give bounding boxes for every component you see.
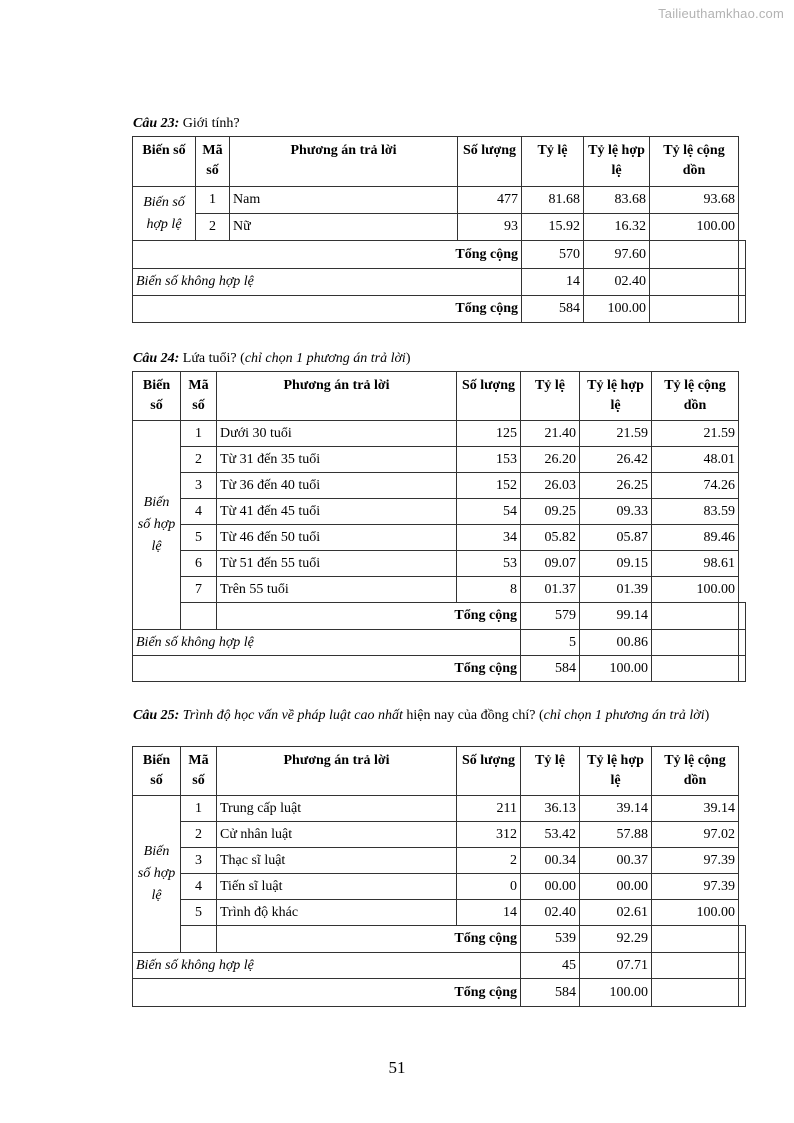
row-count: 14 (457, 900, 521, 926)
row-pct: 26.20 (521, 447, 580, 473)
row-code: 5 (181, 900, 217, 926)
question-24-note: chỉ chọn 1 phương án trả lời (244, 351, 406, 366)
total-count: 584 (522, 296, 584, 323)
subtotal-label: Tổng cộng (133, 241, 522, 269)
row-code: 2 (181, 822, 217, 848)
header-so-luong: Số lượng (457, 372, 521, 421)
row-cum-pct: 74.26 (652, 473, 739, 499)
row-count: 312 (457, 822, 521, 848)
row-count: 477 (458, 187, 522, 214)
row-option: Nam (230, 187, 458, 214)
row-code: 5 (181, 525, 217, 551)
row-option: Từ 31 đến 35 tuổi (217, 447, 457, 473)
empty-cell (739, 953, 746, 979)
row-count: 211 (457, 796, 521, 822)
row-cum-pct: 21.59 (652, 421, 739, 447)
empty-cell (739, 269, 746, 296)
table-header-row (133, 137, 746, 187)
valid-group-label: Biến số hợp lệ (133, 796, 181, 953)
total-label: Tổng cộng (133, 296, 522, 323)
question-24-text-end: ) (405, 351, 411, 366)
row-pct: 02.40 (521, 900, 580, 926)
subtotal-pct: 99.14 (580, 603, 652, 630)
row-cum-pct: 97.39 (652, 848, 739, 874)
table-q25 (132, 746, 746, 1007)
table-row (133, 848, 746, 874)
row-option: Dưới 30 tuổi (217, 421, 457, 447)
row-cum-pct: 100.00 (652, 900, 739, 926)
question-23-text: Giới tính? (179, 116, 240, 131)
invalid-row (133, 953, 746, 979)
table-row (133, 525, 746, 551)
row-option: Từ 51 đến 55 tuổi (217, 551, 457, 577)
empty-cell (652, 979, 739, 1007)
row-count: 0 (457, 874, 521, 900)
header-ty-le-cong-don: Tỷ lệ cộng dồn (652, 372, 739, 421)
header-ty-le-hop-le: Tỷ lệ hợp lệ (580, 372, 652, 421)
row-count: 93 (458, 214, 522, 241)
row-code: 1 (181, 796, 217, 822)
row-code: 7 (181, 577, 217, 603)
empty-cell (739, 630, 746, 656)
invalid-label: Biến số không hợp lệ (133, 953, 521, 979)
question-24-label: Câu 24: (133, 351, 180, 366)
row-pct: 81.68 (522, 187, 584, 214)
table-row (133, 822, 746, 848)
invalid-pct: 07.71 (580, 953, 652, 979)
table-row (133, 577, 746, 603)
question-25-note: chỉ chọn 1 phương án trả lời (543, 708, 705, 723)
subtotal-count: 570 (522, 241, 584, 269)
header-ty-le: Tỷ lệ (521, 747, 580, 796)
table-row (133, 551, 746, 577)
question-25-text-end: ) (704, 708, 710, 723)
row-pct: 05.82 (521, 525, 580, 551)
total-pct: 100.00 (584, 296, 650, 323)
row-valid-pct: 05.87 (580, 525, 652, 551)
row-count: 125 (457, 421, 521, 447)
row-cum-pct: 97.02 (652, 822, 739, 848)
total-row (133, 296, 746, 323)
question-23-label: Câu 23: (133, 116, 180, 131)
subtotal-row (133, 926, 746, 953)
subtotal-pct: 92.29 (580, 926, 652, 953)
total-row (133, 979, 746, 1007)
row-count: 53 (457, 551, 521, 577)
row-code: 4 (181, 499, 217, 525)
header-so-luong: Số lượng (457, 747, 521, 796)
table-row (133, 187, 746, 214)
total-count: 584 (521, 979, 580, 1007)
header-bien-so: Biến số (133, 137, 196, 187)
header-ty-le: Tỷ lệ (521, 372, 580, 421)
question-25-label: Câu 25: (133, 708, 180, 723)
table-row (133, 900, 746, 926)
table-row (133, 421, 746, 447)
header-ty-le: Tỷ lệ (522, 137, 584, 187)
empty-cell (650, 241, 739, 269)
row-option: Tiến sĩ luật (217, 874, 457, 900)
row-pct: 09.07 (521, 551, 580, 577)
row-count: 153 (457, 447, 521, 473)
row-pct: 09.25 (521, 499, 580, 525)
row-cum-pct: 48.01 (652, 447, 739, 473)
subtotal-row (133, 603, 746, 630)
page-number: 51 (388, 1058, 406, 1077)
invalid-row (133, 630, 746, 656)
row-cum-pct: 100.00 (652, 577, 739, 603)
total-count: 584 (521, 656, 580, 682)
row-pct: 01.37 (521, 577, 580, 603)
empty-cell (739, 603, 746, 630)
row-option: Trung cấp luật (217, 796, 457, 822)
header-ty-le-cong-don: Tỷ lệ cộng dồn (652, 747, 739, 796)
header-ty-le-hop-le: Tỷ lệ hợp lệ (580, 747, 652, 796)
table-row (133, 499, 746, 525)
invalid-count: 5 (521, 630, 580, 656)
invalid-count: 14 (522, 269, 584, 296)
empty-cell (739, 241, 746, 269)
question-24-text: Lứa tuổi? ( (179, 351, 245, 366)
table-row (133, 214, 746, 241)
row-valid-pct: 02.61 (580, 900, 652, 926)
question-24 (133, 350, 739, 367)
row-code: 2 (181, 447, 217, 473)
header-phuong-an: Phương án trả lời (217, 747, 457, 796)
invalid-label: Biến số không hợp lệ (133, 630, 521, 656)
total-label: Tổng cộng (133, 979, 521, 1007)
question-25 (133, 707, 739, 724)
row-code: 6 (181, 551, 217, 577)
empty-cell (181, 926, 217, 953)
invalid-row (133, 269, 746, 296)
total-pct: 100.00 (580, 979, 652, 1007)
table-row (133, 473, 746, 499)
row-valid-pct: 57.88 (580, 822, 652, 848)
header-ty-le-cong-don: Tỷ lệ cộng dồn (650, 137, 739, 187)
row-pct: 21.40 (521, 421, 580, 447)
subtotal-label: Tổng cộng (217, 603, 521, 630)
question-25-text-italic: Trình độ học vấn về pháp luật cao nhất (179, 708, 403, 723)
header-bien-so: Biến số (133, 747, 181, 796)
row-pct: 00.34 (521, 848, 580, 874)
subtotal-label: Tổng cộng (217, 926, 521, 953)
question-23 (133, 115, 739, 132)
row-code: 1 (181, 421, 217, 447)
empty-cell (739, 979, 746, 1007)
row-code: 3 (181, 848, 217, 874)
row-valid-pct: 83.68 (584, 187, 650, 214)
empty-cell (652, 926, 739, 953)
row-option: Trên 55 tuổi (217, 577, 457, 603)
row-count: 34 (457, 525, 521, 551)
table-row (133, 447, 746, 473)
valid-group-label: Biến số hợp lệ (133, 187, 196, 241)
subtotal-count: 579 (521, 603, 580, 630)
invalid-label: Biến số không hợp lệ (133, 269, 522, 296)
row-pct: 26.03 (521, 473, 580, 499)
row-pct: 53.42 (521, 822, 580, 848)
table-header-row (133, 372, 746, 421)
row-cum-pct: 100.00 (650, 214, 739, 241)
empty-cell (652, 603, 739, 630)
row-cum-pct: 98.61 (652, 551, 739, 577)
row-pct: 00.00 (521, 874, 580, 900)
row-option: Nữ (230, 214, 458, 241)
empty-cell (652, 656, 739, 682)
invalid-count: 45 (521, 953, 580, 979)
question-25-text: hiện nay của đồng chí? ( (402, 708, 544, 723)
row-valid-pct: 26.42 (580, 447, 652, 473)
row-code: 3 (181, 473, 217, 499)
header-so-luong: Số lượng (458, 137, 522, 187)
empty-cell (181, 603, 217, 630)
empty-cell (739, 926, 746, 953)
table-q23 (132, 136, 746, 323)
row-valid-pct: 01.39 (580, 577, 652, 603)
watermark: Tailieuthamkhao.com (658, 6, 784, 21)
row-option: Từ 46 đến 50 tuổi (217, 525, 457, 551)
table-header-row (133, 747, 746, 796)
row-code: 4 (181, 874, 217, 900)
row-valid-pct: 21.59 (580, 421, 652, 447)
row-valid-pct: 09.15 (580, 551, 652, 577)
invalid-pct: 00.86 (580, 630, 652, 656)
header-ma-so: Mã số (196, 137, 230, 187)
row-option: Thạc sĩ luật (217, 848, 457, 874)
subtotal-pct: 97.60 (584, 241, 650, 269)
row-valid-pct: 00.00 (580, 874, 652, 900)
row-code: 1 (196, 187, 230, 214)
row-valid-pct: 26.25 (580, 473, 652, 499)
row-pct: 15.92 (522, 214, 584, 241)
row-cum-pct: 97.39 (652, 874, 739, 900)
row-valid-pct: 09.33 (580, 499, 652, 525)
row-option: Trình độ khác (217, 900, 457, 926)
total-row (133, 656, 746, 682)
row-valid-pct: 00.37 (580, 848, 652, 874)
row-option: Từ 36 đến 40 tuổi (217, 473, 457, 499)
row-option: Từ 41 đến 45 tuổi (217, 499, 457, 525)
empty-cell (650, 296, 739, 323)
total-label: Tổng cộng (133, 656, 521, 682)
header-phuong-an: Phương án trả lời (230, 137, 458, 187)
row-cum-pct: 89.46 (652, 525, 739, 551)
header-ty-le-hop-le: Tỷ lệ hợp lệ (584, 137, 650, 187)
subtotal-row (133, 241, 746, 269)
header-bien-so: Biến số (133, 372, 181, 421)
row-option: Cử nhân luật (217, 822, 457, 848)
row-count: 54 (457, 499, 521, 525)
row-cum-pct: 83.59 (652, 499, 739, 525)
row-count: 8 (457, 577, 521, 603)
empty-cell (650, 269, 739, 296)
total-pct: 100.00 (580, 656, 652, 682)
empty-cell (739, 656, 746, 682)
empty-cell (652, 953, 739, 979)
subtotal-count: 539 (521, 926, 580, 953)
invalid-pct: 02.40 (584, 269, 650, 296)
row-count: 2 (457, 848, 521, 874)
header-phuong-an: Phương án trả lời (217, 372, 457, 421)
table-q24 (132, 371, 746, 682)
row-valid-pct: 39.14 (580, 796, 652, 822)
table-row (133, 874, 746, 900)
row-cum-pct: 93.68 (650, 187, 739, 214)
header-ma-so: Mã số (181, 747, 217, 796)
table-row (133, 796, 746, 822)
row-count: 152 (457, 473, 521, 499)
empty-cell (739, 296, 746, 323)
row-cum-pct: 39.14 (652, 796, 739, 822)
row-pct: 36.13 (521, 796, 580, 822)
row-valid-pct: 16.32 (584, 214, 650, 241)
valid-group-label: Biến số hợp lệ (133, 421, 181, 630)
header-ma-so: Mã số (181, 372, 217, 421)
row-code: 2 (196, 214, 230, 241)
empty-cell (652, 630, 739, 656)
